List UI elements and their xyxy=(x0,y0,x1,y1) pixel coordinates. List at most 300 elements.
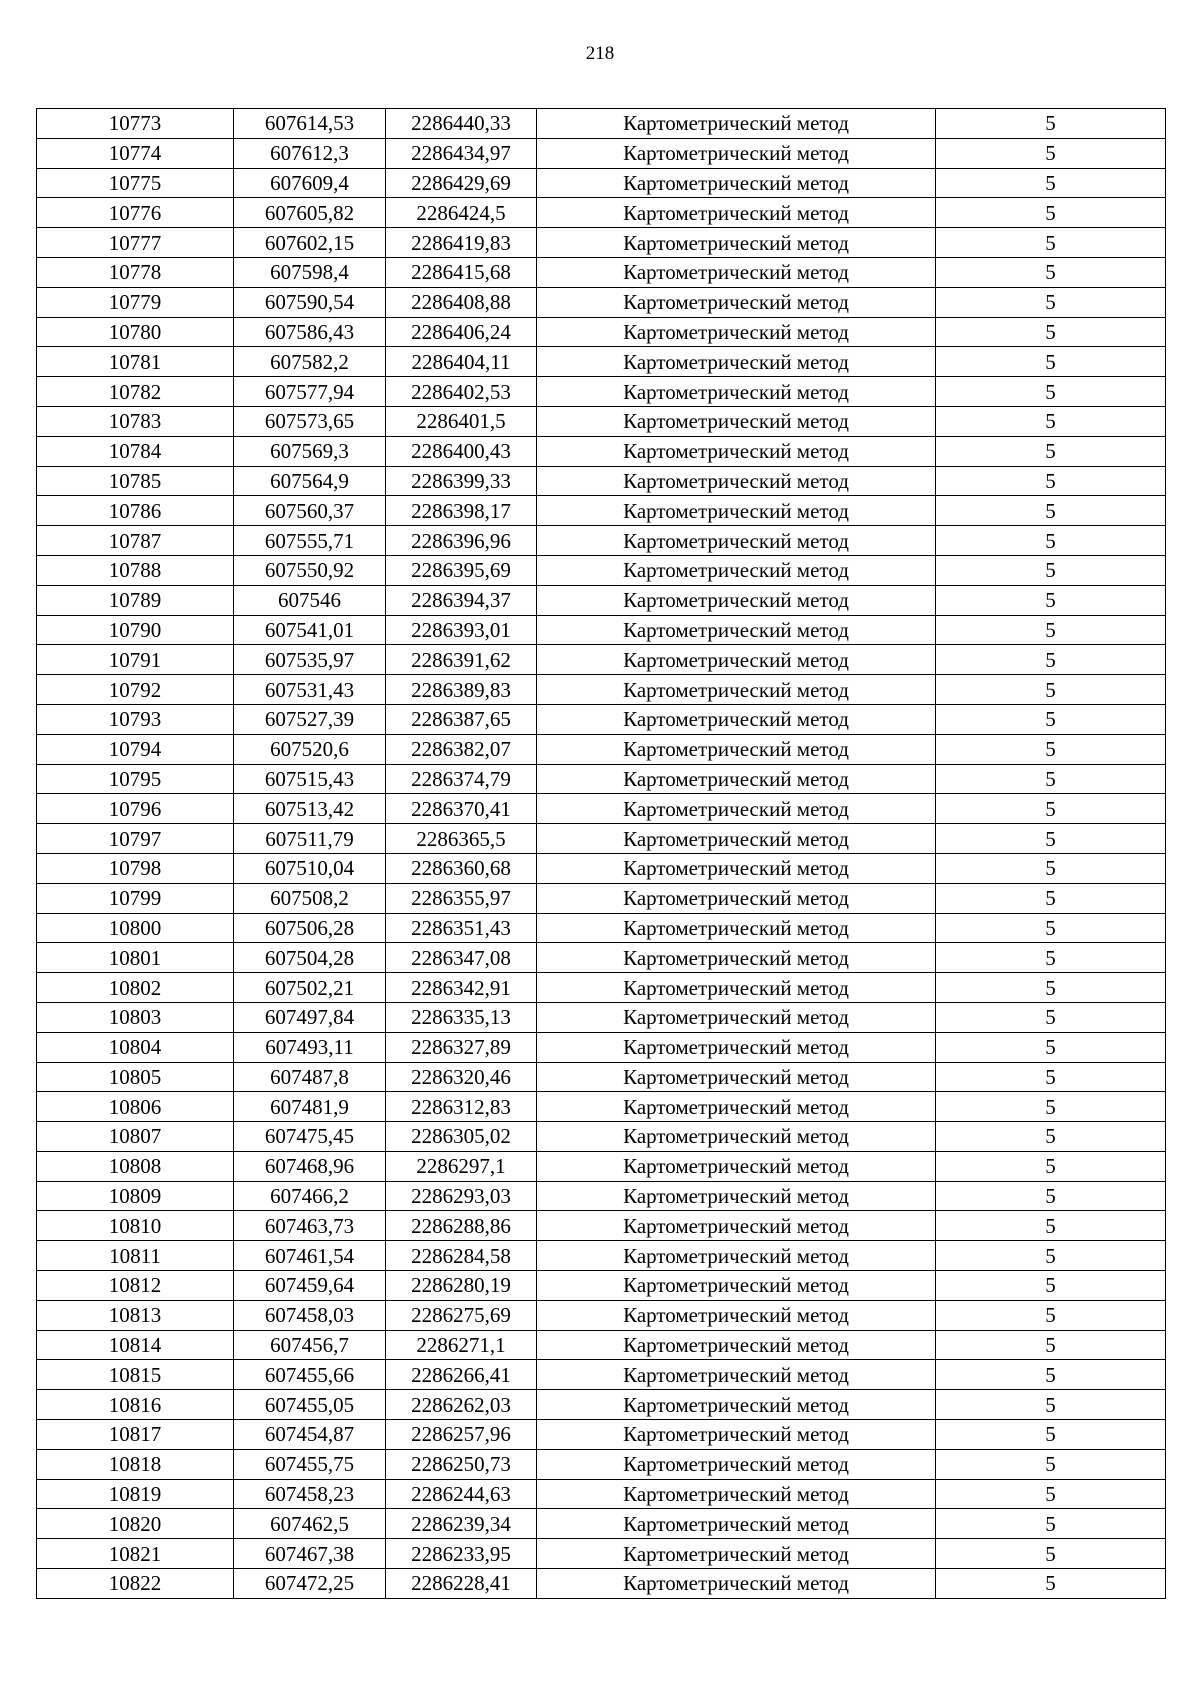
y-coordinate-cell: 2286382,07 xyxy=(386,734,537,764)
table-row xyxy=(37,466,1166,496)
method-cell: Картометрический метод xyxy=(537,436,936,466)
accuracy-cell: 5 xyxy=(936,138,1166,168)
point-number-cell: 10803 xyxy=(37,1002,234,1032)
method-cell: Картометрический метод xyxy=(537,1569,936,1599)
method-cell: Картометрический метод xyxy=(537,555,936,585)
method-cell: Картометрический метод xyxy=(537,1062,936,1092)
accuracy-cell: 5 xyxy=(936,794,1166,824)
x-coordinate-cell: 607466,2 xyxy=(234,1181,386,1211)
x-coordinate-cell: 607487,8 xyxy=(234,1062,386,1092)
point-number-cell: 10820 xyxy=(37,1509,234,1539)
y-coordinate-cell: 2286351,43 xyxy=(386,913,537,943)
method-cell: Картометрический метод xyxy=(537,1539,936,1569)
method-cell: Картометрический метод xyxy=(537,1002,936,1032)
x-coordinate-cell: 607468,96 xyxy=(234,1151,386,1181)
point-number-cell: 10802 xyxy=(37,973,234,1003)
table-row xyxy=(37,1390,1166,1420)
method-cell: Картометрический метод xyxy=(537,585,936,615)
y-coordinate-cell: 2286355,97 xyxy=(386,883,537,913)
table-row xyxy=(37,1509,1166,1539)
table-row xyxy=(37,1539,1166,1569)
x-coordinate-cell: 607612,3 xyxy=(234,138,386,168)
point-number-cell: 10777 xyxy=(37,228,234,258)
table-row xyxy=(37,645,1166,675)
method-cell: Картометрический метод xyxy=(537,168,936,198)
accuracy-cell: 5 xyxy=(936,1569,1166,1599)
table-row xyxy=(37,1181,1166,1211)
x-coordinate-cell: 607455,75 xyxy=(234,1449,386,1479)
point-number-cell: 10785 xyxy=(37,466,234,496)
y-coordinate-cell: 2286266,41 xyxy=(386,1360,537,1390)
y-coordinate-cell: 2286327,89 xyxy=(386,1032,537,1062)
accuracy-cell: 5 xyxy=(936,1449,1166,1479)
accuracy-cell: 5 xyxy=(936,198,1166,228)
accuracy-cell: 5 xyxy=(936,943,1166,973)
method-cell: Картометрический метод xyxy=(537,1390,936,1420)
point-number-cell: 10809 xyxy=(37,1181,234,1211)
y-coordinate-cell: 2286335,13 xyxy=(386,1002,537,1032)
method-cell: Картометрический метод xyxy=(537,943,936,973)
accuracy-cell: 5 xyxy=(936,973,1166,1003)
method-cell: Картометрический метод xyxy=(537,1420,936,1450)
point-number-cell: 10821 xyxy=(37,1539,234,1569)
y-coordinate-cell: 2286347,08 xyxy=(386,943,537,973)
point-number-cell: 10817 xyxy=(37,1420,234,1450)
method-cell: Картометрический метод xyxy=(537,1151,936,1181)
table-row xyxy=(37,257,1166,287)
accuracy-cell: 5 xyxy=(936,1092,1166,1122)
point-number-cell: 10781 xyxy=(37,347,234,377)
method-cell: Картометрический метод xyxy=(537,228,936,258)
table-row xyxy=(37,1360,1166,1390)
accuracy-cell: 5 xyxy=(936,317,1166,347)
accuracy-cell: 5 xyxy=(936,1330,1166,1360)
method-cell: Картометрический метод xyxy=(537,645,936,675)
point-number-cell: 10780 xyxy=(37,317,234,347)
accuracy-cell: 5 xyxy=(936,228,1166,258)
method-cell: Картометрический метод xyxy=(537,406,936,436)
point-number-cell: 10804 xyxy=(37,1032,234,1062)
y-coordinate-cell: 2286262,03 xyxy=(386,1390,537,1420)
x-coordinate-cell: 607481,9 xyxy=(234,1092,386,1122)
y-coordinate-cell: 2286399,33 xyxy=(386,466,537,496)
x-coordinate-cell: 607573,65 xyxy=(234,406,386,436)
point-number-cell: 10775 xyxy=(37,168,234,198)
accuracy-cell: 5 xyxy=(936,109,1166,139)
table-row xyxy=(37,615,1166,645)
table-row xyxy=(37,1569,1166,1599)
table-row xyxy=(37,436,1166,466)
method-cell: Картометрический метод xyxy=(537,764,936,794)
x-coordinate-cell: 607458,23 xyxy=(234,1479,386,1509)
x-coordinate-cell: 607459,64 xyxy=(234,1271,386,1301)
table-row xyxy=(37,1300,1166,1330)
accuracy-cell: 5 xyxy=(936,466,1166,496)
point-number-cell: 10799 xyxy=(37,883,234,913)
accuracy-cell: 5 xyxy=(936,1002,1166,1032)
x-coordinate-cell: 607535,97 xyxy=(234,645,386,675)
x-coordinate-cell: 607550,92 xyxy=(234,555,386,585)
accuracy-cell: 5 xyxy=(936,615,1166,645)
point-number-cell: 10812 xyxy=(37,1271,234,1301)
point-number-cell: 10790 xyxy=(37,615,234,645)
point-number-cell: 10798 xyxy=(37,853,234,883)
table-row xyxy=(37,1271,1166,1301)
method-cell: Картометрический метод xyxy=(537,675,936,705)
method-cell: Картометрический метод xyxy=(537,1330,936,1360)
method-cell: Картометрический метод xyxy=(537,377,936,407)
table-row xyxy=(37,347,1166,377)
x-coordinate-cell: 607515,43 xyxy=(234,764,386,794)
x-coordinate-cell: 607511,79 xyxy=(234,824,386,854)
point-number-cell: 10806 xyxy=(37,1092,234,1122)
accuracy-cell: 5 xyxy=(936,287,1166,317)
accuracy-cell: 5 xyxy=(936,1211,1166,1241)
method-cell: Картометрический метод xyxy=(537,109,936,139)
accuracy-cell: 5 xyxy=(936,1241,1166,1271)
table-row xyxy=(37,973,1166,1003)
y-coordinate-cell: 2286419,83 xyxy=(386,228,537,258)
y-coordinate-cell: 2286404,11 xyxy=(386,347,537,377)
x-coordinate-cell: 607506,28 xyxy=(234,913,386,943)
table-row xyxy=(37,1449,1166,1479)
y-coordinate-cell: 2286271,1 xyxy=(386,1330,537,1360)
x-coordinate-cell: 607586,43 xyxy=(234,317,386,347)
y-coordinate-cell: 2286402,53 xyxy=(386,377,537,407)
x-coordinate-cell: 607462,5 xyxy=(234,1509,386,1539)
method-cell: Картометрический метод xyxy=(537,734,936,764)
x-coordinate-cell: 607590,54 xyxy=(234,287,386,317)
y-coordinate-cell: 2286393,01 xyxy=(386,615,537,645)
table-row xyxy=(37,496,1166,526)
point-number-cell: 10789 xyxy=(37,585,234,615)
y-coordinate-cell: 2286275,69 xyxy=(386,1300,537,1330)
point-number-cell: 10786 xyxy=(37,496,234,526)
x-coordinate-cell: 607475,45 xyxy=(234,1122,386,1152)
table-row xyxy=(37,109,1166,139)
x-coordinate-cell: 607541,01 xyxy=(234,615,386,645)
point-number-cell: 10808 xyxy=(37,1151,234,1181)
point-number-cell: 10783 xyxy=(37,406,234,436)
y-coordinate-cell: 2286396,96 xyxy=(386,526,537,556)
accuracy-cell: 5 xyxy=(936,526,1166,556)
x-coordinate-cell: 607598,4 xyxy=(234,257,386,287)
table-row xyxy=(37,1330,1166,1360)
table-row xyxy=(37,1211,1166,1241)
accuracy-cell: 5 xyxy=(936,704,1166,734)
table-row xyxy=(37,734,1166,764)
point-number-cell: 10776 xyxy=(37,198,234,228)
table-row xyxy=(37,526,1166,556)
y-coordinate-cell: 2286429,69 xyxy=(386,168,537,198)
table-row xyxy=(37,1032,1166,1062)
method-cell: Картометрический метод xyxy=(537,347,936,377)
point-number-cell: 10796 xyxy=(37,794,234,824)
y-coordinate-cell: 2286398,17 xyxy=(386,496,537,526)
table-row xyxy=(37,198,1166,228)
method-cell: Картометрический метод xyxy=(537,198,936,228)
y-coordinate-cell: 2286365,5 xyxy=(386,824,537,854)
point-number-cell: 10816 xyxy=(37,1390,234,1420)
table-row xyxy=(37,675,1166,705)
accuracy-cell: 5 xyxy=(936,1390,1166,1420)
point-number-cell: 10818 xyxy=(37,1449,234,1479)
table-row xyxy=(37,1122,1166,1152)
method-cell: Картометрический метод xyxy=(537,883,936,913)
point-number-cell: 10797 xyxy=(37,824,234,854)
x-coordinate-cell: 607569,3 xyxy=(234,436,386,466)
accuracy-cell: 5 xyxy=(936,913,1166,943)
table-row xyxy=(37,406,1166,436)
accuracy-cell: 5 xyxy=(936,1122,1166,1152)
x-coordinate-cell: 607602,15 xyxy=(234,228,386,258)
table-row xyxy=(37,1151,1166,1181)
method-cell: Картометрический метод xyxy=(537,257,936,287)
table-row xyxy=(37,883,1166,913)
x-coordinate-cell: 607455,05 xyxy=(234,1390,386,1420)
x-coordinate-cell: 607455,66 xyxy=(234,1360,386,1390)
method-cell: Картометрический метод xyxy=(537,466,936,496)
y-coordinate-cell: 2286320,46 xyxy=(386,1062,537,1092)
x-coordinate-cell: 607472,25 xyxy=(234,1569,386,1599)
table-row xyxy=(37,704,1166,734)
method-cell: Картометрический метод xyxy=(537,853,936,883)
point-number-cell: 10782 xyxy=(37,377,234,407)
y-coordinate-cell: 2286406,24 xyxy=(386,317,537,347)
page-number: 218 xyxy=(585,43,615,64)
point-number-cell: 10801 xyxy=(37,943,234,973)
x-coordinate-cell: 607510,04 xyxy=(234,853,386,883)
y-coordinate-cell: 2286415,68 xyxy=(386,257,537,287)
method-cell: Картометрический метод xyxy=(537,1211,936,1241)
y-coordinate-cell: 2286395,69 xyxy=(386,555,537,585)
y-coordinate-cell: 2286424,5 xyxy=(386,198,537,228)
table-row xyxy=(37,824,1166,854)
y-coordinate-cell: 2286297,1 xyxy=(386,1151,537,1181)
method-cell: Картометрический метод xyxy=(537,1300,936,1330)
x-coordinate-cell: 607614,53 xyxy=(234,109,386,139)
accuracy-cell: 5 xyxy=(936,555,1166,585)
x-coordinate-cell: 607520,6 xyxy=(234,734,386,764)
y-coordinate-cell: 2286374,79 xyxy=(386,764,537,794)
table-row xyxy=(37,138,1166,168)
accuracy-cell: 5 xyxy=(936,168,1166,198)
x-coordinate-cell: 607456,7 xyxy=(234,1330,386,1360)
method-cell: Картометрический метод xyxy=(537,1449,936,1479)
y-coordinate-cell: 2286401,5 xyxy=(386,406,537,436)
y-coordinate-cell: 2286305,02 xyxy=(386,1122,537,1152)
table-row xyxy=(37,317,1166,347)
method-cell: Картометрический метод xyxy=(537,704,936,734)
y-coordinate-cell: 2286400,43 xyxy=(386,436,537,466)
coordinates-table-body xyxy=(37,109,1166,1599)
x-coordinate-cell: 607502,21 xyxy=(234,973,386,1003)
y-coordinate-cell: 2286284,58 xyxy=(386,1241,537,1271)
y-coordinate-cell: 2286389,83 xyxy=(386,675,537,705)
method-cell: Картометрический метод xyxy=(537,824,936,854)
accuracy-cell: 5 xyxy=(936,883,1166,913)
accuracy-cell: 5 xyxy=(936,1300,1166,1330)
accuracy-cell: 5 xyxy=(936,1420,1166,1450)
point-number-cell: 10805 xyxy=(37,1062,234,1092)
accuracy-cell: 5 xyxy=(936,377,1166,407)
accuracy-cell: 5 xyxy=(936,1062,1166,1092)
y-coordinate-cell: 2286312,83 xyxy=(386,1092,537,1122)
y-coordinate-cell: 2286360,68 xyxy=(386,853,537,883)
accuracy-cell: 5 xyxy=(936,734,1166,764)
point-number-cell: 10800 xyxy=(37,913,234,943)
table-row xyxy=(37,764,1166,794)
accuracy-cell: 5 xyxy=(936,853,1166,883)
y-coordinate-cell: 2286239,34 xyxy=(386,1509,537,1539)
y-coordinate-cell: 2286408,88 xyxy=(386,287,537,317)
method-cell: Картометрический метод xyxy=(537,1509,936,1539)
table-row xyxy=(37,1241,1166,1271)
y-coordinate-cell: 2286233,95 xyxy=(386,1539,537,1569)
x-coordinate-cell: 607582,2 xyxy=(234,347,386,377)
method-cell: Картометрический метод xyxy=(537,138,936,168)
point-number-cell: 10815 xyxy=(37,1360,234,1390)
y-coordinate-cell: 2286293,03 xyxy=(386,1181,537,1211)
point-number-cell: 10784 xyxy=(37,436,234,466)
table-row xyxy=(37,1092,1166,1122)
x-coordinate-cell: 607508,2 xyxy=(234,883,386,913)
x-coordinate-cell: 607513,42 xyxy=(234,794,386,824)
table-row xyxy=(37,794,1166,824)
accuracy-cell: 5 xyxy=(936,1539,1166,1569)
y-coordinate-cell: 2286434,97 xyxy=(386,138,537,168)
x-coordinate-cell: 607555,71 xyxy=(234,526,386,556)
accuracy-cell: 5 xyxy=(936,406,1166,436)
method-cell: Картометрический метод xyxy=(537,1122,936,1152)
y-coordinate-cell: 2286387,65 xyxy=(386,704,537,734)
method-cell: Картометрический метод xyxy=(537,615,936,645)
x-coordinate-cell: 607609,4 xyxy=(234,168,386,198)
y-coordinate-cell: 2286370,41 xyxy=(386,794,537,824)
table-row xyxy=(37,1479,1166,1509)
accuracy-cell: 5 xyxy=(936,1479,1166,1509)
table-row xyxy=(37,1062,1166,1092)
accuracy-cell: 5 xyxy=(936,1360,1166,1390)
accuracy-cell: 5 xyxy=(936,824,1166,854)
point-number-cell: 10794 xyxy=(37,734,234,764)
accuracy-cell: 5 xyxy=(936,496,1166,526)
accuracy-cell: 5 xyxy=(936,1181,1166,1211)
x-coordinate-cell: 607531,43 xyxy=(234,675,386,705)
method-cell: Картометрический метод xyxy=(537,496,936,526)
method-cell: Картометрический метод xyxy=(537,287,936,317)
accuracy-cell: 5 xyxy=(936,1151,1166,1181)
x-coordinate-cell: 607504,28 xyxy=(234,943,386,973)
y-coordinate-cell: 2286440,33 xyxy=(386,109,537,139)
x-coordinate-cell: 607458,03 xyxy=(234,1300,386,1330)
accuracy-cell: 5 xyxy=(936,645,1166,675)
accuracy-cell: 5 xyxy=(936,257,1166,287)
accuracy-cell: 5 xyxy=(936,585,1166,615)
coordinates-table xyxy=(36,108,1166,1599)
accuracy-cell: 5 xyxy=(936,764,1166,794)
table-row xyxy=(37,168,1166,198)
x-coordinate-cell: 607605,82 xyxy=(234,198,386,228)
x-coordinate-cell: 607560,37 xyxy=(234,496,386,526)
point-number-cell: 10810 xyxy=(37,1211,234,1241)
x-coordinate-cell: 607497,84 xyxy=(234,1002,386,1032)
x-coordinate-cell: 607527,39 xyxy=(234,704,386,734)
accuracy-cell: 5 xyxy=(936,347,1166,377)
table-row xyxy=(37,377,1166,407)
point-number-cell: 10779 xyxy=(37,287,234,317)
table-row xyxy=(37,585,1166,615)
table-row xyxy=(37,555,1166,585)
method-cell: Картометрический метод xyxy=(537,913,936,943)
x-coordinate-cell: 607463,73 xyxy=(234,1211,386,1241)
point-number-cell: 10807 xyxy=(37,1122,234,1152)
y-coordinate-cell: 2286394,37 xyxy=(386,585,537,615)
x-coordinate-cell: 607546 xyxy=(234,585,386,615)
point-number-cell: 10791 xyxy=(37,645,234,675)
point-number-cell: 10795 xyxy=(37,764,234,794)
point-number-cell: 10787 xyxy=(37,526,234,556)
x-coordinate-cell: 607564,9 xyxy=(234,466,386,496)
method-cell: Картометрический метод xyxy=(537,1181,936,1211)
accuracy-cell: 5 xyxy=(936,1509,1166,1539)
method-cell: Картометрический метод xyxy=(537,1241,936,1271)
accuracy-cell: 5 xyxy=(936,675,1166,705)
method-cell: Картометрический метод xyxy=(537,1092,936,1122)
method-cell: Картометрический метод xyxy=(537,1032,936,1062)
y-coordinate-cell: 2286228,41 xyxy=(386,1569,537,1599)
point-number-cell: 10814 xyxy=(37,1330,234,1360)
method-cell: Картометрический метод xyxy=(537,1271,936,1301)
x-coordinate-cell: 607577,94 xyxy=(234,377,386,407)
table-row xyxy=(37,228,1166,258)
y-coordinate-cell: 2286250,73 xyxy=(386,1449,537,1479)
x-coordinate-cell: 607454,87 xyxy=(234,1420,386,1450)
method-cell: Картометрический метод xyxy=(537,1479,936,1509)
point-number-cell: 10788 xyxy=(37,555,234,585)
point-number-cell: 10822 xyxy=(37,1569,234,1599)
point-number-cell: 10811 xyxy=(37,1241,234,1271)
point-number-cell: 10778 xyxy=(37,257,234,287)
method-cell: Картометрический метод xyxy=(537,317,936,347)
y-coordinate-cell: 2286342,91 xyxy=(386,973,537,1003)
table-row xyxy=(37,853,1166,883)
method-cell: Картометрический метод xyxy=(537,1360,936,1390)
x-coordinate-cell: 607467,38 xyxy=(234,1539,386,1569)
point-number-cell: 10792 xyxy=(37,675,234,705)
point-number-cell: 10819 xyxy=(37,1479,234,1509)
y-coordinate-cell: 2286280,19 xyxy=(386,1271,537,1301)
point-number-cell: 10793 xyxy=(37,704,234,734)
method-cell: Картометрический метод xyxy=(537,794,936,824)
y-coordinate-cell: 2286257,96 xyxy=(386,1420,537,1450)
y-coordinate-cell: 2286244,63 xyxy=(386,1479,537,1509)
table-row xyxy=(37,943,1166,973)
y-coordinate-cell: 2286288,86 xyxy=(386,1211,537,1241)
y-coordinate-cell: 2286391,62 xyxy=(386,645,537,675)
point-number-cell: 10813 xyxy=(37,1300,234,1330)
point-number-cell: 10774 xyxy=(37,138,234,168)
table-row xyxy=(37,287,1166,317)
accuracy-cell: 5 xyxy=(936,1032,1166,1062)
accuracy-cell: 5 xyxy=(936,1271,1166,1301)
x-coordinate-cell: 607461,54 xyxy=(234,1241,386,1271)
method-cell: Картометрический метод xyxy=(537,526,936,556)
x-coordinate-cell: 607493,11 xyxy=(234,1032,386,1062)
accuracy-cell: 5 xyxy=(936,436,1166,466)
table-row xyxy=(37,1420,1166,1450)
point-number-cell: 10773 xyxy=(37,109,234,139)
